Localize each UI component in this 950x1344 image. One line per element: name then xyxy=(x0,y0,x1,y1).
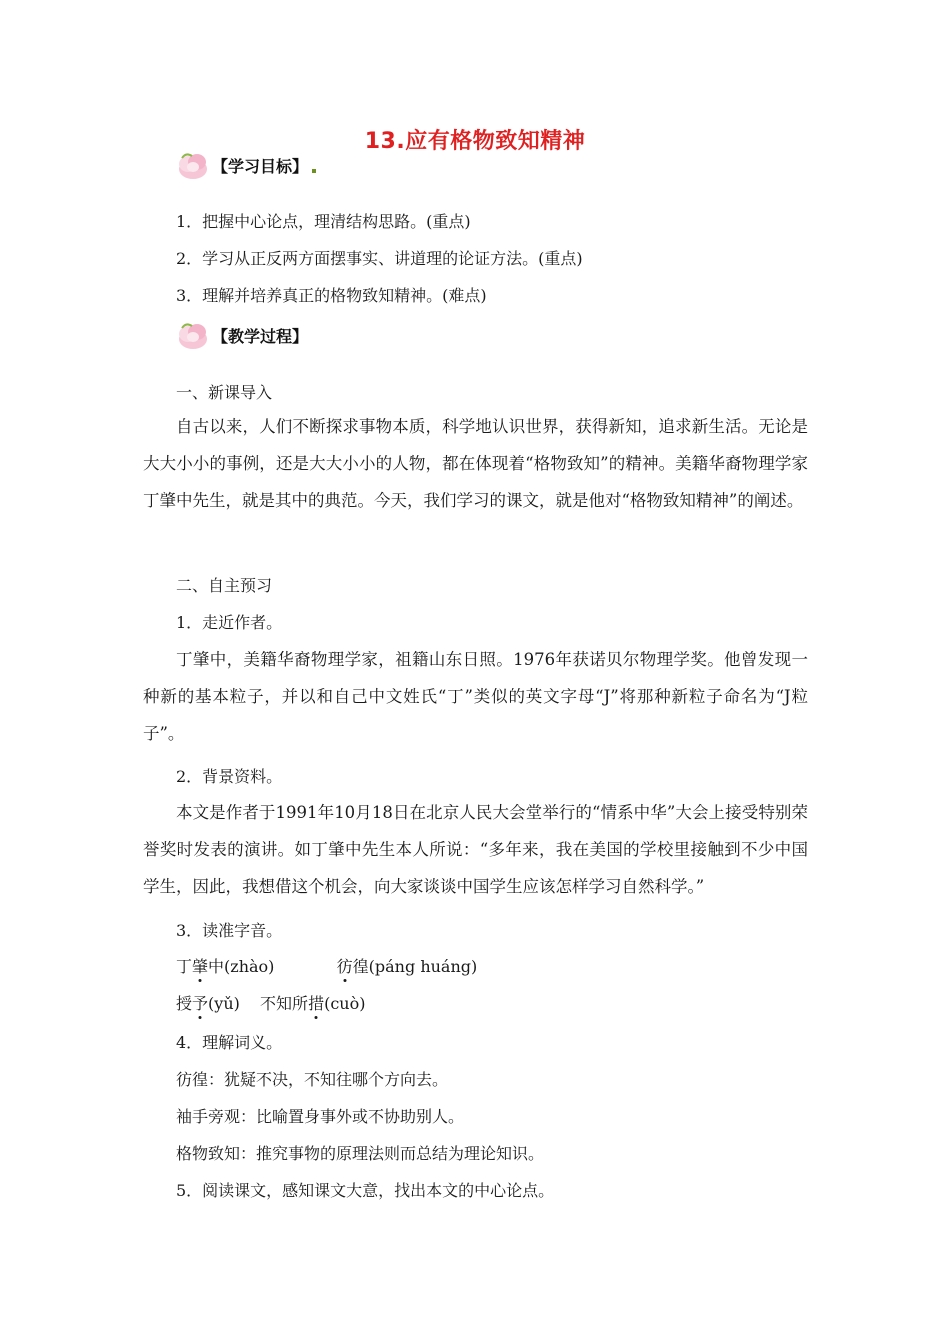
part2-heading: 二、自主预习 xyxy=(176,576,273,595)
decor-dot xyxy=(312,169,316,173)
reading-heading: 5．阅读课文，感知课文大意，找出本文的中心论点。 xyxy=(176,1181,555,1200)
pronunciation-row-2: 授予(yǔ) 不知所措(cuò) xyxy=(176,994,366,1013)
flower-icon xyxy=(176,318,210,352)
goal-item: 1．把握中心论点，理清结构思路。(重点) xyxy=(176,212,471,231)
background-paragraph: 本文是作者于1991年10月18日在北京人民大会堂举行的“情系中华”大会上接受特别荣誉奖时发表的演讲。如丁肇中先生本人所说：“多年来，我在美国的学校里接触到不少中国学生，因此，我想借这个机会，向大家谈谈中国学生应该怎样学习自然科学。” xyxy=(143,803,808,896)
goal-item: 2．学习从正反两方面摆事实、讲道理的论证方法。(重点) xyxy=(176,249,583,268)
meaning-item: 格物致知：推究事物的原理法则而总结为理论知识。 xyxy=(176,1144,545,1163)
goals-heading-row xyxy=(176,148,316,182)
flower-icon xyxy=(176,148,210,182)
pronunciation-heading: 3．读准字音。 xyxy=(176,921,283,940)
goals-heading: 【学习目标】 xyxy=(212,156,309,176)
meaning-heading: 4．理解词义。 xyxy=(176,1033,283,1052)
author-paragraph: 丁肇中，美籍华裔物理学家，祖籍山东日照。1976年获诺贝尔物理学奖。他曾发现一种新的基本粒子，并以和自己中文姓氏“丁”类似的英文字母“J”将那种新粒子命名为“J粒子”。 xyxy=(143,650,808,743)
meaning-item: 袖手旁观：比喻置身事外或不协助别人。 xyxy=(176,1107,465,1126)
page-title: 13.应有格物致知精神 xyxy=(364,129,586,154)
background-heading: 2．背景资料。 xyxy=(176,767,283,786)
process-heading-row xyxy=(176,318,308,352)
part1-heading: 一、新课导入 xyxy=(176,383,273,402)
author-heading: 1．走近作者。 xyxy=(176,613,283,632)
meaning-item: 彷徨：犹疑不决，不知往哪个方向去。 xyxy=(176,1070,449,1089)
pronunciation-row-1: 丁肇中(zhào) 彷徨(páng huáng) xyxy=(176,957,478,976)
goal-item: 3．理解并培养真正的格物致知精神。(难点) xyxy=(176,286,487,305)
process-heading: 【教学过程】 xyxy=(212,326,309,346)
intro-paragraph: 自古以来，人们不断探求事物本质，科学地认识世界，获得新知，追求新生活。无论是大大小小的事例，还是大大小小的人物，都在体现着“格物致知”的精神。美籍华裔物理学家丁肇中先生，就是其中的典范。今天，我们学习的课文，就是他对“格物致知精神”的阐述。 xyxy=(143,417,808,510)
